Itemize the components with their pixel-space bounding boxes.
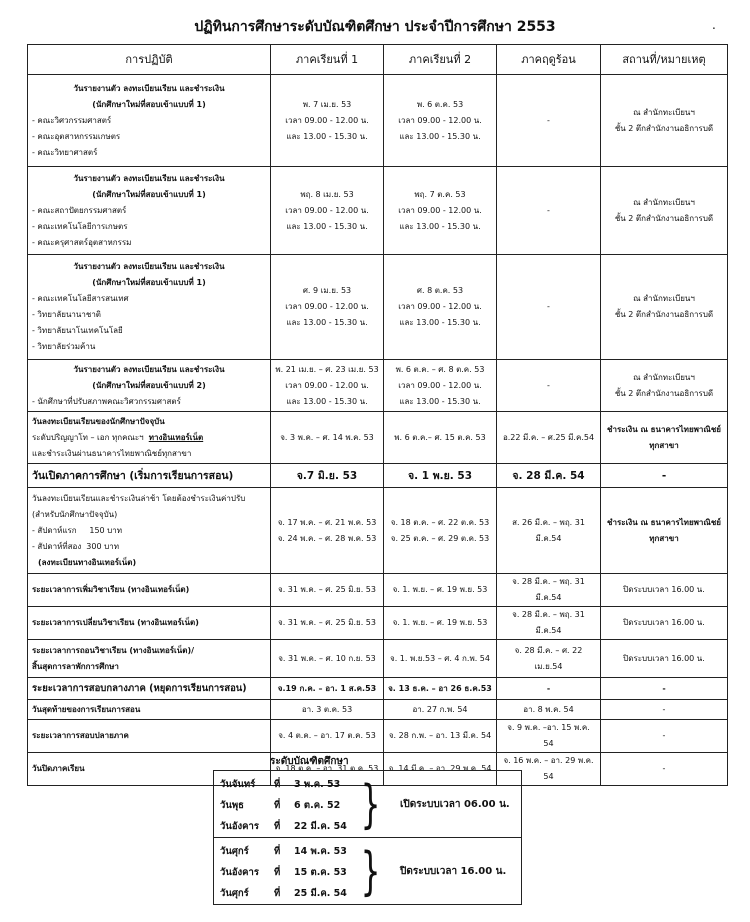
summer-cell: จ. 28 มี.ค. – ศ. 22 เม.ย.54 [497, 640, 601, 678]
date-text: ศ. 8 ต.ค. 53 [416, 286, 464, 295]
internet-link-text: ทางอินเทอร์เน็ต [148, 432, 204, 442]
time-text: และ 13.00 - 15.30 น. [286, 221, 368, 231]
activity-text: - สัปดาห์แรก 150 บาท [32, 525, 123, 535]
semester-2-cell: จ. 1. พ.ย. – ศ. 19 พ.ย. 53 [384, 607, 497, 640]
activity-item: - คณะสถาปัตยกรรมศาสตร์ [32, 205, 127, 215]
weekday: วันศุกร์ [220, 846, 249, 857]
thi-label: ที่ [274, 888, 281, 899]
date-text: จ. 25 ต.ค. – ศ. 29 ต.ค. 53 [390, 533, 490, 543]
date-text: จ. 24 พ.ค. – ศ. 28 พ.ค. 53 [277, 533, 377, 543]
place-text: ทุกสาขา [649, 533, 679, 543]
date-text: 3 พ.ค. 53 [294, 779, 341, 790]
table-row [28, 720, 728, 753]
stray-mark: . [712, 18, 716, 32]
place-text: ชั้น 2 ตึกสำนักงานอธิการบดี [614, 388, 714, 398]
table-row [28, 167, 728, 255]
place-cell: ปิดระบบเวลา 16.00 น. [601, 574, 728, 607]
place-text: ชั้น 2 ตึกสำนักงานอธิการบดี [614, 213, 714, 223]
semester-2-cell [384, 488, 497, 574]
time-text: และ 13.00 - 15.30 น. [286, 131, 368, 141]
place-cell: - [601, 720, 728, 753]
table-row [28, 678, 728, 700]
activity-cell: วันสุดท้ายของการเรียนการสอน [28, 700, 271, 720]
date-text: พ. 6 ต.ค. – ศ. 8 ต.ค. 53 [395, 364, 485, 374]
open-system-note: เปิดระบบเวลา 06.00 น. [400, 799, 510, 810]
place-cell [601, 412, 728, 464]
summer-cell: - [497, 75, 601, 167]
weekday: วันพุธ [220, 800, 244, 811]
semester-2-cell [384, 255, 497, 360]
summer-cell: ส. 26 มี.ค. – พฤ. 31 มี.ค.54 [497, 488, 601, 574]
place-cell: - [601, 753, 728, 786]
activity-item: - วิทยาลัยนาโนเทคโนโลยี [32, 326, 123, 335]
semester-2-cell [384, 75, 497, 167]
activity-item: - วิทยาลัยร่วมค้าน [32, 342, 96, 351]
activity-text: สิ้นสุดการลาพักการศึกษา [32, 661, 119, 671]
activity-cell: ระยะเวลาการเปลี่ยนวิชาเรียน (ทางอินเทอร์เน็ต) [28, 607, 271, 640]
date-text: จ. 18 ต.ค. – ศ. 22 ต.ค. 53 [390, 517, 490, 527]
thi-label: ที่ [274, 779, 281, 790]
time-text: เวลา 09.00 - 12.00 น. [398, 115, 482, 125]
weekday: วันศุกร์ [220, 888, 249, 899]
time-text: เวลา 09.00 - 12.00 น. [398, 205, 482, 215]
header-semester-2: ภาคเรียนที่ 2 [384, 45, 497, 75]
place-text: ทุกสาขา [649, 440, 679, 450]
activity-cell [28, 75, 271, 167]
activity-cell [28, 360, 271, 412]
right-brace-icon: } [360, 775, 381, 835]
summer-cell: จ. 28 มี.ค. – พฤ. 31 มี.ค.54 [497, 607, 601, 640]
activity-text: และชำระเงินผ่านธนาคารไทยพาณิชย์ทุกสาขา [32, 448, 192, 458]
activity-cell: วันปิดภาคเรียน [28, 753, 271, 786]
activity-cell [28, 255, 271, 360]
summer-cell: จ. 28 มี.ค. – พฤ. 31 มี.ค.54 [497, 574, 601, 607]
time-text: และ 13.00 - 15.30 น. [286, 396, 368, 406]
date-text: พ. 21 เม.ย. – ศ. 23 เม.ย. 53 [275, 364, 379, 374]
activity-item: - นักศึกษาที่ปรับสภาพคณะวิศวกรรมศาสตร์ [32, 396, 181, 406]
summer-cell: - [497, 255, 601, 360]
time-text: และ 13.00 - 15.30 น. [286, 318, 368, 327]
place-cell [601, 167, 728, 255]
table-row [28, 700, 728, 720]
table-row [28, 607, 728, 640]
activity-item: - คณะครุศาสตร์อุตสาหกรรม [32, 237, 132, 247]
header-activity: การปฏิบัติ [28, 45, 271, 75]
date-text: 25 มี.ค. 54 [294, 888, 347, 899]
close-system-note: ปิดระบบเวลา 16.00 น. [400, 866, 507, 877]
table-row [28, 574, 728, 607]
activity-cell: ระยะเวลาการสอบปลายภาค [28, 720, 271, 753]
table-row [28, 412, 728, 464]
summer-cell: จ. 28 มี.ค. 54 [497, 464, 601, 488]
semester-2-cell: อา. 27 ก.พ. 54 [384, 700, 497, 720]
activity-cell: ระยะเวลาการสอบกลางภาค (หยุดการเรียนการสอน) [28, 678, 271, 700]
activity-item: - คณะอุตสาหกรรมเกษตร [32, 131, 121, 141]
time-text: และ 13.00 - 15.30 น. [399, 221, 481, 231]
table-row [28, 464, 728, 488]
semester-1-cell [271, 167, 384, 255]
table-row [28, 360, 728, 412]
activity-item: - คณะวิศวกรรมศาสตร์ [32, 115, 112, 125]
header-summer: ภาคฤดูร้อน [497, 45, 601, 75]
activity-text: - สัปดาห์ที่สอง 300 บาท [32, 541, 119, 551]
activity-cell: ระยะเวลาการเพิ่มวิชาเรียน (ทางอินเทอร์เน็ต) [28, 574, 271, 607]
activity-cell [28, 412, 271, 464]
semester-2-cell: จ. 1 พ.ย. 53 [384, 464, 497, 488]
activity-text: ระยะเวลาการถอนวิชาเรียน (ทางอินเทอร์เน็ต)/ [32, 645, 195, 655]
semester-1-cell: จ. 31 พ.ค. – ศ. 10 ก.ย. 53 [271, 640, 384, 678]
thi-label: ที่ [274, 800, 281, 811]
semester-1-cell [271, 360, 384, 412]
weekday: วันอังคาร [220, 821, 259, 832]
semester-2-cell [384, 360, 497, 412]
date-text: พฤ. 8 เม.ย. 53 [300, 189, 354, 199]
activity-heading: วันรายงานตัว ลงทะเบียนเรียน และชำระเงิน [73, 83, 225, 93]
place-cell: ปิดระบบเวลา 16.00 น. [601, 607, 728, 640]
semester-1-cell: จ. 31 พ.ค. – ศ. 25 มิ.ย. 53 [271, 574, 384, 607]
page-title: ปฏิทินการศึกษาระดับบัณฑิตศึกษา ประจำปีการศึกษา 2553 [194, 19, 556, 35]
activity-cell [28, 488, 271, 574]
date-text: 14 พ.ค. 53 [294, 846, 347, 857]
semester-1-cell: จ.19 ก.ค. – อา. 1 ส.ค.53 [271, 678, 384, 700]
semester-1-cell: จ. 4 ต.ค. – อา. 17 ต.ค. 53 [271, 720, 384, 753]
activity-text: (ลงทะเบียนทางอินเทอร์เน็ต) [38, 557, 137, 567]
semester-1-cell: จ.7 มิ.ย. 53 [271, 464, 384, 488]
place-text: ชั้น 2 ตึกสำนักงานอธิการบดี [614, 310, 714, 319]
place-text: ณ สำนักทะเบียนฯ [633, 294, 695, 303]
time-text: และ 13.00 - 15.30 น. [399, 318, 481, 327]
semester-2-cell: จ. 1. พ.ย.53 – ศ. 4 ก.พ. 54 [384, 640, 497, 678]
system-hours-box [213, 770, 522, 905]
weekday: วันอังคาร [220, 867, 259, 878]
activity-heading: วันรายงานตัว ลงทะเบียนเรียน และชำระเงิน [73, 364, 225, 374]
date-text: พฤ. 7 ต.ค. 53 [414, 189, 466, 199]
place-text: ณ สำนักทะเบียนฯ [633, 107, 695, 117]
activity-text: ระดับปริญญาโท – เอก ทุกคณะฯ [32, 432, 144, 442]
activity-cell: วันเปิดภาคการศึกษา (เริ่มการเรียนการสอน) [28, 464, 271, 488]
place-text: ณ สำนักทะเบียนฯ [633, 372, 695, 382]
time-text: และ 13.00 - 15.30 น. [399, 131, 481, 141]
thi-label: ที่ [274, 867, 281, 878]
thi-label: ที่ [274, 846, 281, 857]
semester-2-cell: จ. 28 ก.พ. – อา. 13 มี.ค. 54 [384, 720, 497, 753]
open-system-group [214, 771, 521, 837]
activity-item: - วิทยาลัยนานาชาติ [32, 310, 102, 319]
date-text: ศ. 9 เม.ย. 53 [302, 286, 352, 295]
time-text: เวลา 09.00 - 12.00 น. [285, 205, 369, 215]
date-text: 22 มี.ค. 54 [294, 821, 347, 832]
activity-cell [28, 167, 271, 255]
place-cell [601, 75, 728, 167]
time-text: เวลา 09.00 - 12.00 น. [398, 302, 482, 311]
table-row [28, 488, 728, 574]
activity-item: - คณะวิทยาศาสตร์ [32, 147, 98, 157]
activity-subheading: (นักศึกษาใหม่ที่สอบเข้าแบบที่ 1) [92, 189, 206, 199]
semester-2-cell: จ. 13 ธ.ค. – อา 26 ธ.ค.53 [384, 678, 497, 700]
summer-cell: จ. 16 พ.ค. – อา. 29 พ.ค. 54 [497, 753, 601, 786]
place-cell [601, 360, 728, 412]
activity-text: (สำหรับนักศึกษาปัจจุบัน) [32, 509, 118, 519]
semester-2-cell: จ. 14 มี.ค. – อา. 29 พ.ค. 54 [384, 753, 497, 786]
place-cell: - [601, 678, 728, 700]
time-text: เวลา 09.00 - 12.00 น. [398, 380, 482, 390]
place-text: ชำระเงิน ณ ธนาคารไทยพาณิชย์ [607, 424, 721, 434]
semester-1-cell: อา. 3 ต.ค. 53 [271, 700, 384, 720]
activity-subheading: (นักศึกษาใหม่ที่สอบเข้าแบบที่ 2) [92, 380, 206, 390]
activity-item: - คณะเทคโนโลยีสารสนเทศ [32, 294, 129, 303]
date-text: พ. 6 ต.ค. 53 [416, 99, 464, 109]
summer-cell: จ. 9 พ.ค. –อา. 15 พ.ค. 54 [497, 720, 601, 753]
table-row [28, 75, 728, 167]
place-cell: - [601, 700, 728, 720]
date-text: 15 ต.ค. 53 [294, 867, 347, 878]
activity-heading: วันลงทะเบียนเรียนของนักศึกษาปัจจุบัน [32, 416, 165, 426]
activity-subheading: (นักศึกษาใหม่ที่สอบเข้าแบบที่ 1) [92, 99, 206, 109]
time-text: และ 13.00 - 15.30 น. [399, 396, 481, 406]
date-text: จ. 17 พ.ค. – ศ. 21 พ.ค. 53 [277, 517, 377, 527]
activity-text: วันลงทะเบียนเรียนและชำระเงินล่าช้า โดยต้องชำระเงินค่าปรับ [32, 493, 246, 503]
right-brace-icon: } [360, 842, 381, 902]
summer-cell: อ.22 มี.ค. – ศ.25 มี.ค.54 [497, 412, 601, 464]
place-cell: - [601, 464, 728, 488]
summer-cell: - [497, 360, 601, 412]
activity-subheading: (นักศึกษาใหม่ที่สอบเข้าแบบที่ 1) [92, 278, 206, 287]
semester-2-cell [384, 167, 497, 255]
table-row [28, 255, 728, 360]
header-place-note: สถานที่/หมายเหตุ [601, 45, 728, 75]
place-cell: ปิดระบบเวลา 16.00 น. [601, 640, 728, 678]
thi-label: ที่ [274, 821, 281, 832]
semester-1-cell [271, 75, 384, 167]
activity-heading: วันรายงานตัว ลงทะเบียนเรียน และชำระเงิน [73, 173, 225, 183]
summer-cell: - [497, 678, 601, 700]
date-text: 6 ต.ค. 52 [294, 800, 341, 811]
activity-heading: วันรายงานตัว ลงทะเบียนเรียน และชำระเงิน [73, 262, 225, 271]
semester-2-cell: พ. 6 ต.ค.– ศ. 15 ต.ค. 53 [384, 412, 497, 464]
semester-1-cell: จ. 3 พ.ค. – ศ. 14 พ.ค. 53 [271, 412, 384, 464]
weekday: วันจันทร์ [220, 779, 256, 790]
close-system-group [214, 837, 521, 904]
semester-1-cell: จ. 18 ต.ค. – อา. 31 ต.ค. 53 [271, 753, 384, 786]
table-header-row [28, 45, 728, 75]
activity-item: - คณะเทคโนโลยีการเกษตร [32, 221, 128, 231]
semester-2-cell: จ. 1. พ.ย. – ศ. 19 พ.ย. 53 [384, 574, 497, 607]
table-row [28, 640, 728, 678]
academic-calendar-table [27, 44, 728, 786]
summer-cell: - [497, 167, 601, 255]
header-semester-1: ภาคเรียนที่ 1 [271, 45, 384, 75]
activity-cell [28, 640, 271, 678]
place-cell [601, 488, 728, 574]
summer-cell: อา. 8 พ.ค. 54 [497, 700, 601, 720]
semester-1-cell [271, 255, 384, 360]
time-text: เวลา 09.00 - 12.00 น. [285, 302, 369, 311]
activity-line [32, 430, 266, 446]
time-text: เวลา 09.00 - 12.00 น. [285, 380, 369, 390]
semester-1-cell [271, 488, 384, 574]
place-cell [601, 255, 728, 360]
summary-title: ระดับบัณฑิตศึกษา [270, 756, 349, 767]
semester-1-cell: จ. 31 พ.ค. – ศ. 25 มิ.ย. 53 [271, 607, 384, 640]
time-text: เวลา 09.00 - 12.00 น. [285, 115, 369, 125]
date-text: พ. 7 เม.ย. 53 [302, 99, 352, 109]
place-text: ชั้น 2 ตึกสำนักงานอธิการบดี [614, 123, 714, 133]
place-text: ชำระเงิน ณ ธนาคารไทยพาณิชย์ [607, 517, 721, 527]
place-text: ณ สำนักทะเบียนฯ [633, 197, 695, 207]
